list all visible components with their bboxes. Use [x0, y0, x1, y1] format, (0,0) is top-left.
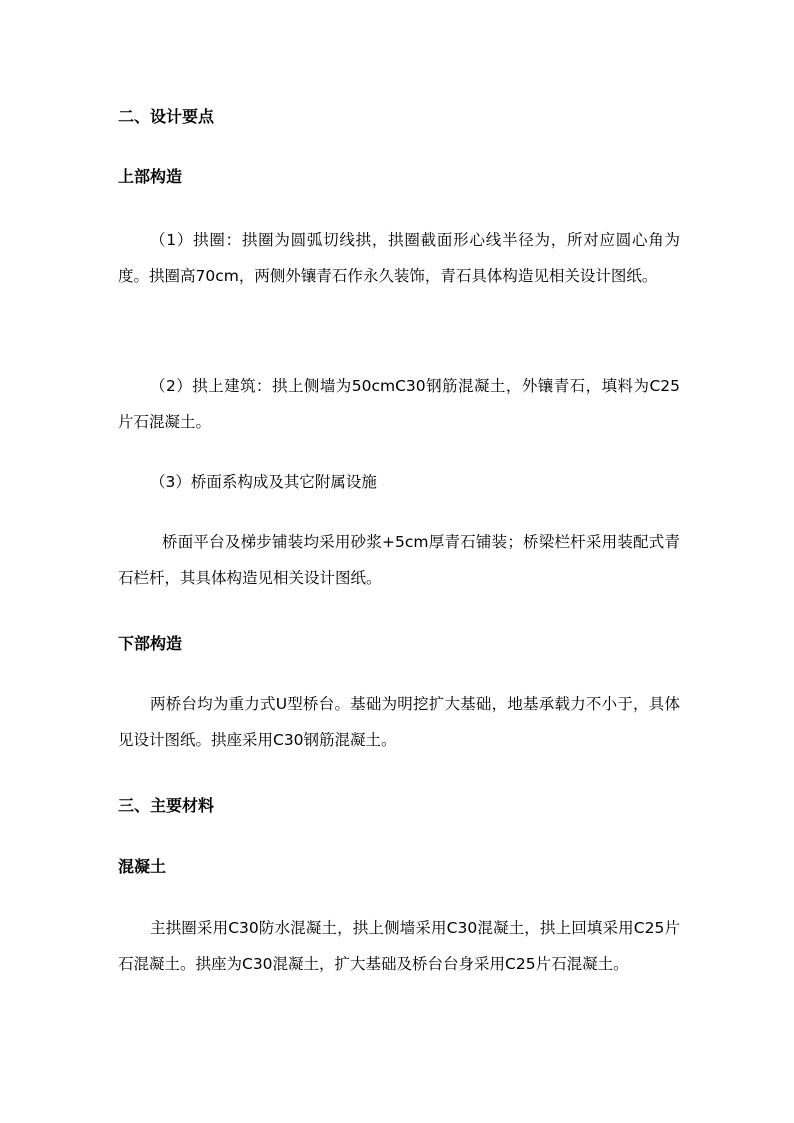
- section-heading-design-points: 二、设计要点: [118, 107, 215, 126]
- paragraph-deck-system-title: （3）桥面系构成及其它附属设施: [150, 473, 377, 491]
- subheading-concrete: 混凝土: [118, 857, 167, 876]
- paragraph-substructure: 两桥台均为重力式U型桥台。基础为明挖扩大基础，地基承载力不小于，具体见设计图纸。拱座采用C30钢筋混凝土。: [118, 695, 680, 749]
- paragraph-concrete: 主拱圈采用C30防水混凝土，拱上侧墙采用C30混凝土，拱上回填采用C25片石混凝土。拱座为C30混凝土，扩大基础及桥台台身采用C25片石混凝土。: [118, 919, 680, 973]
- paragraph-arch-ring: （1）拱圈：拱圈为圆弧切线拱，拱圈截面形心线半径为，所对应圆心角为度。拱圈高70cm，两侧外镶青石作永久装饰，青石具体构造见相关设计图纸。: [118, 231, 680, 285]
- paragraph-deck-system-body: 桥面平台及梯步铺装均采用砂浆+5cm厚青石铺装；桥梁栏杆采用装配式青石栏杆，其具体构造见相关设计图纸。: [118, 533, 680, 587]
- subheading-superstructure: 上部构造: [118, 167, 183, 186]
- section-heading-main-materials: 三、主要材料: [118, 796, 215, 815]
- paragraph-spandrel: （2）拱上建筑：拱上侧墙为50cmC30钢筋混凝土，外镶青石，填料为C25片石混凝土。: [118, 377, 680, 431]
- subheading-substructure: 下部构造: [118, 634, 183, 653]
